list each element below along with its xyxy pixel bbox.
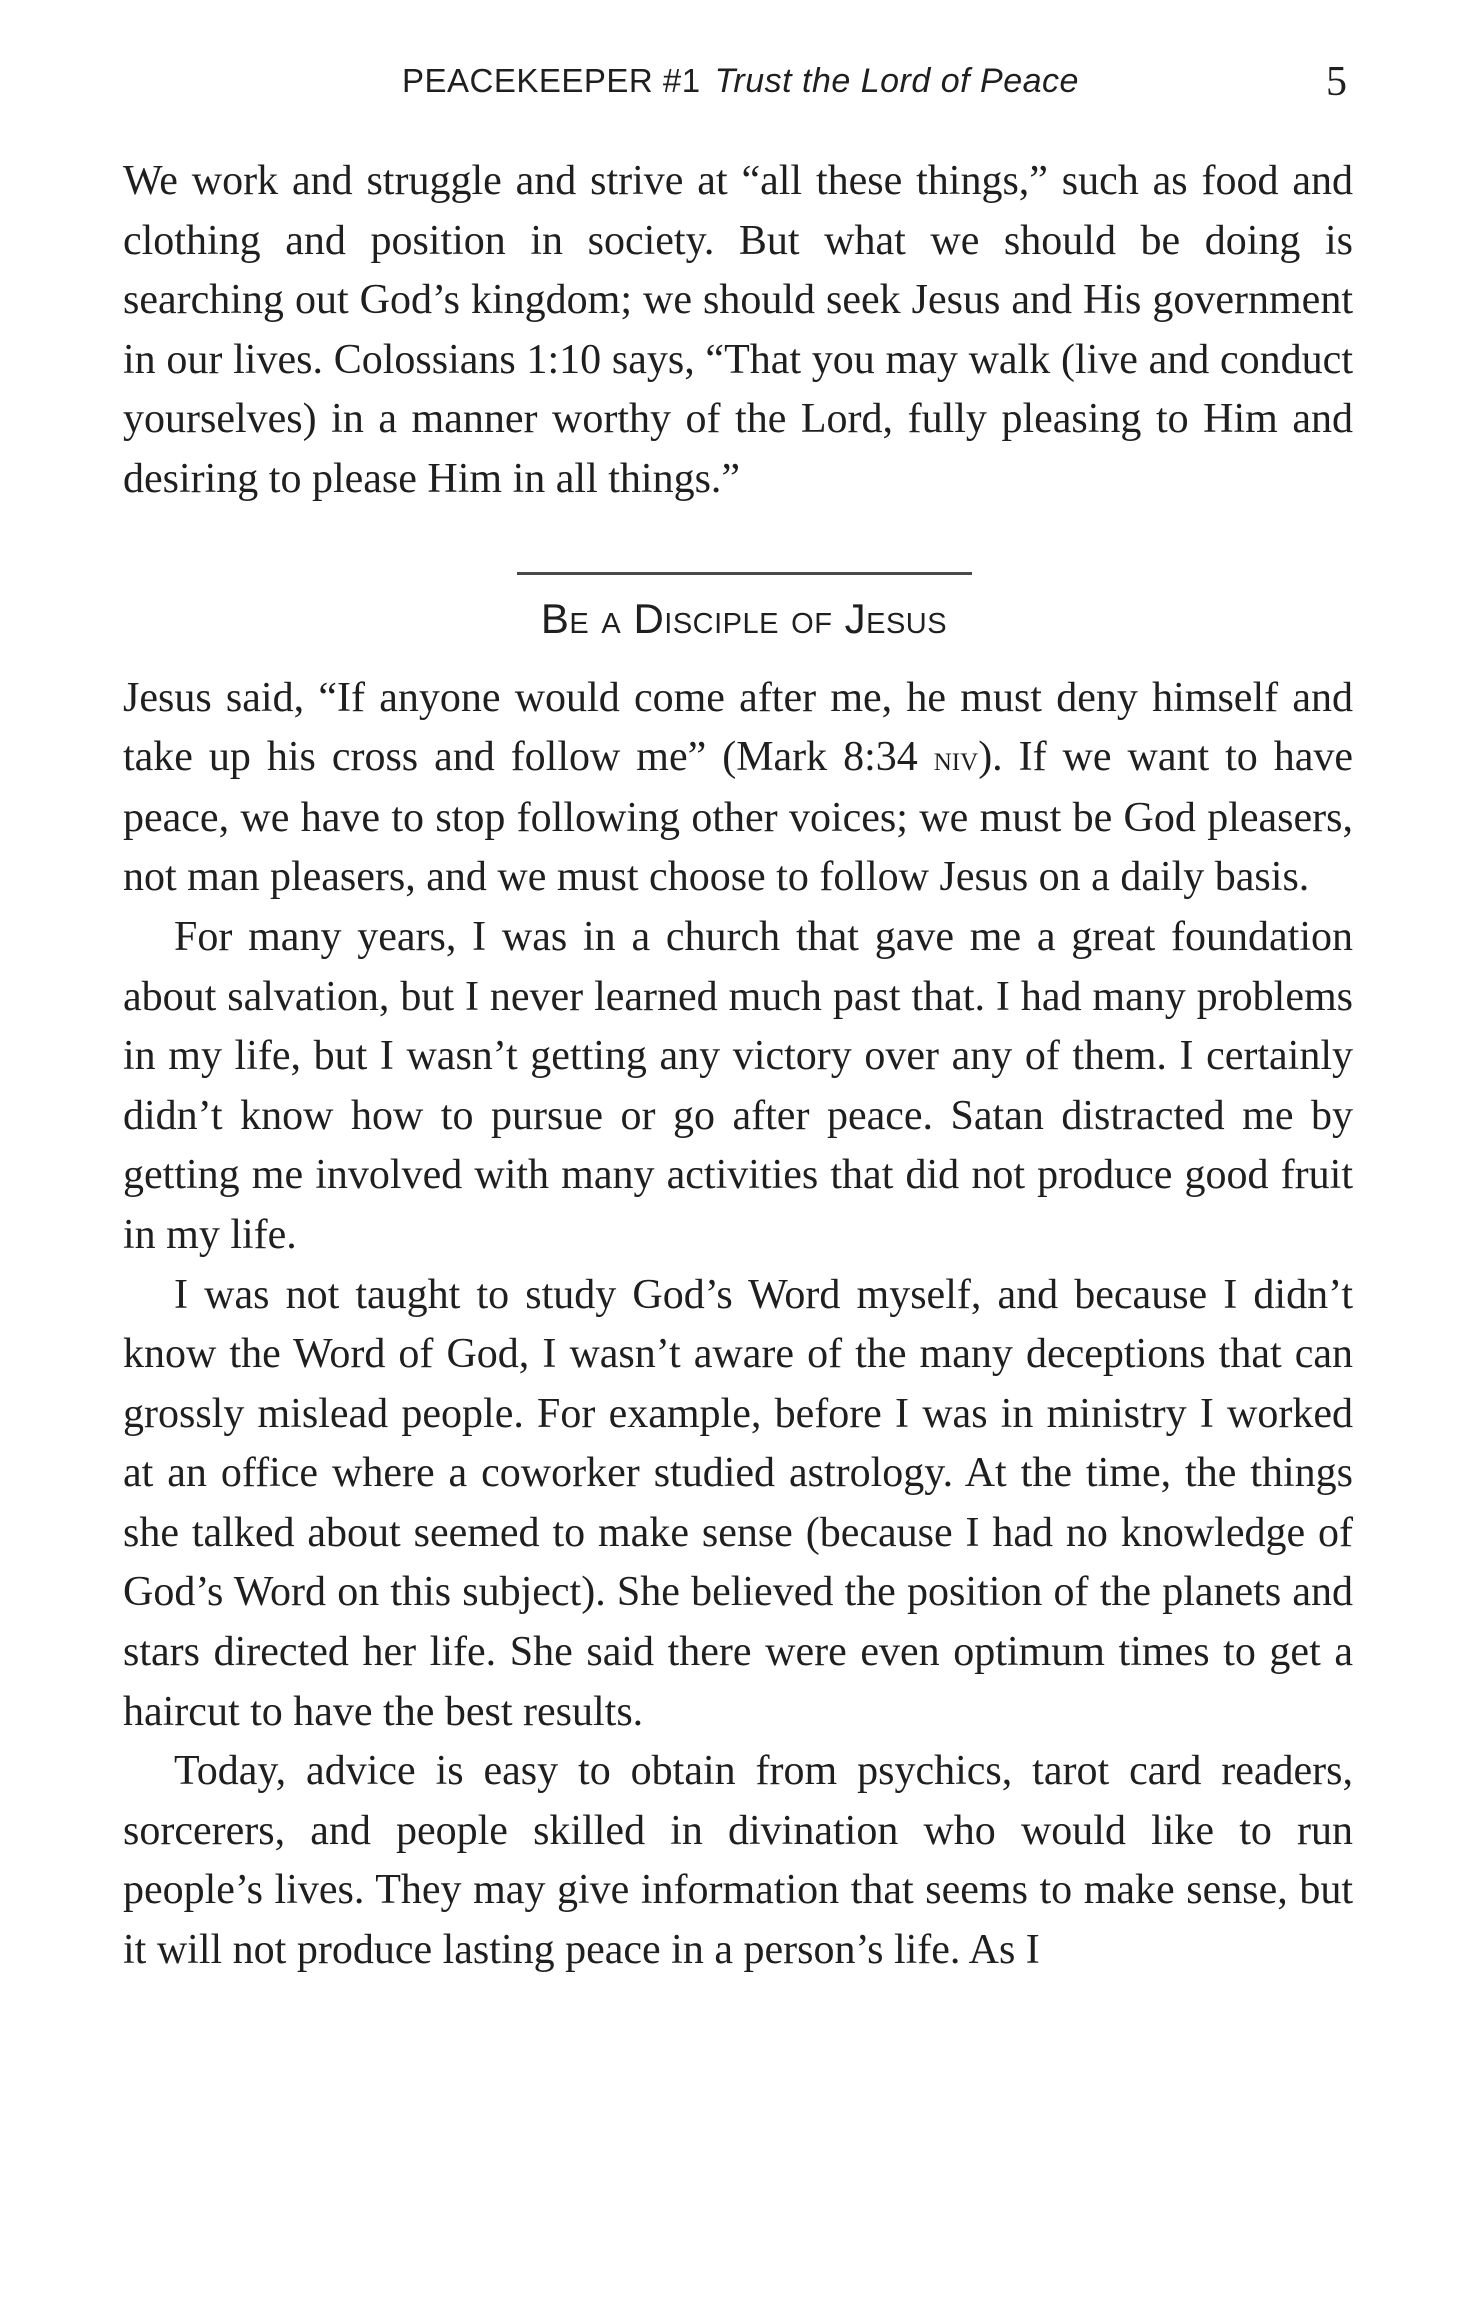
paragraph-2: For many years, I was in a church that gave me a great foundation about salvation, but I never learned much past that. I had many problems in my life, but I wasn’t getting any victory over any of them. I certainly didn’t know how to pursue or go after peace. Satan distracted me by getting me involved with many activities that did not produce good fruit in my life. (123, 913, 1353, 1258)
running-head (402, 62, 1079, 101)
page-body (123, 152, 1353, 1981)
paragraph-4: Today, advice is easy to obtain from psychics, tarot card readers, sorcerers, and people skilled in divination who would like to run people’s lives. They may give information that seems to make sense, but it will not produce lasting peace in a person’s life. As I (123, 1748, 1353, 1974)
page-number: 5 (1326, 59, 1347, 105)
section-heading: Be a Disciple of Jesus (540, 594, 948, 642)
bible-version-abbr: niv (933, 738, 979, 779)
chapter-title: Trust the Lord of Peace (714, 62, 1079, 100)
paragraph-3: I was not taught to study God’s Word myself, and because I didn’t know the Word of God, I wasn’t aware of the many deceptions that can grossly mislead people. For example, before I was in ministry I worked at an office where a coworker studied astrology. At the time, the things she talked about seemed to make sense (because I had no knowledge of God’s Word on this subject). She believed the position of the planets and stars directed her life. She said there were even optimum times to get a haircut to have the best results. (123, 1271, 1353, 1735)
chapter-label: PEACEKEEPER #1 (402, 62, 701, 99)
paragraph-1-text-end: ). If we want to have peace, we have to stop following other voices; we must be God pleasers, not man pleasers, and we must choose to follow Jesus on a daily basis. (123, 734, 1353, 901)
running-header (0, 58, 1477, 118)
paragraph-1 (123, 669, 1353, 908)
paragraph-1-text-start: Jesus said, “If anyone would come after me, he must deny himself and take up his cross and follow me” (Mark 8:34 (123, 674, 1353, 781)
intro-paragraph: We work and struggle and strive at “all these things,” such as food and clothing and position in society. But what we should be doing is searching out God’s kingdom; we should seek Jesus and His government in our lives. Colossians 1:10 says, “That you may walk (live and conduct yourselves) in a manner worthy of the Lord, fully pleasing to Him and desiring to please Him in all things.” (123, 158, 1353, 502)
section-divider (517, 572, 972, 575)
